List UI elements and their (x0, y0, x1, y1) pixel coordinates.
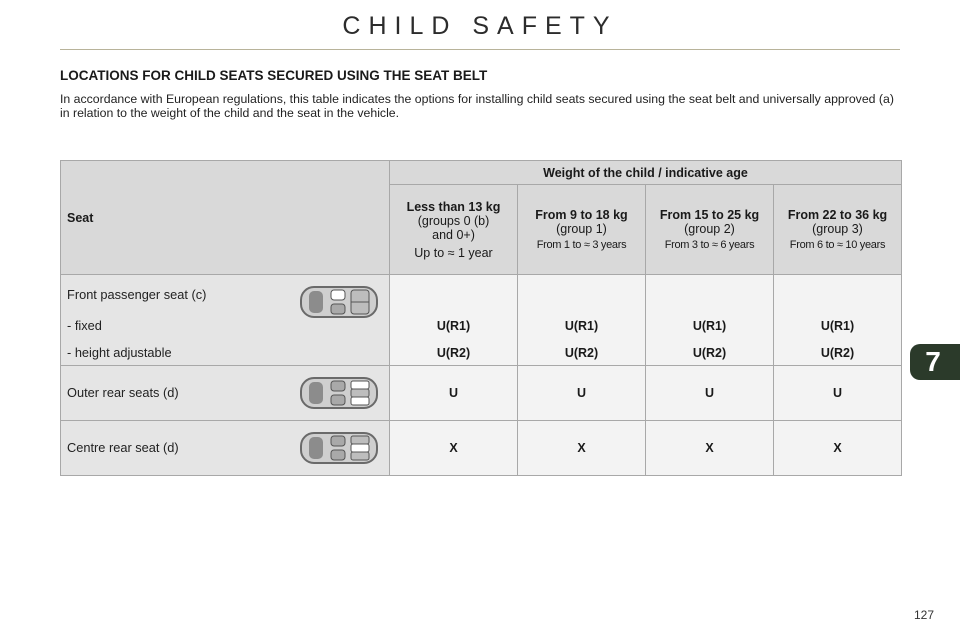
table-header-row (61, 161, 902, 185)
front-fixed-value: U(R1) (436, 318, 471, 333)
outer-rear-label: Outer rear seats (d) (67, 385, 179, 400)
page-number: 127 (914, 608, 935, 622)
front-value-cell (518, 275, 646, 366)
intro-paragraph: In accordance with European regulations, this table indicates the options for installing child seats secured using the seat belt and universally approved (a) in relation to the weight of the child and the seat in the vehicle. (60, 92, 894, 120)
group-label: (group 2) (684, 222, 735, 236)
child-seat-table (60, 160, 902, 476)
group-header-0 (390, 185, 518, 275)
outer-rear-value: U (774, 366, 902, 421)
chapter-tab (910, 344, 960, 380)
title-divider (60, 49, 900, 50)
group-label: (group 3) (812, 222, 863, 236)
front-fixed-value: U(R1) (692, 318, 727, 333)
front-height-value: U(R2) (820, 345, 855, 360)
front-value-cell (390, 275, 518, 366)
front-value-cell (774, 275, 902, 366)
table-row-front (61, 275, 902, 366)
group-label: (group 1) (556, 222, 607, 236)
car-seat-centre-rear-icon (299, 430, 379, 466)
centre-rear-value: X (518, 421, 646, 476)
front-height-value: U(R2) (564, 345, 599, 360)
group-weight: From 15 to 25 kg (659, 208, 760, 222)
front-fixed-value: U(R1) (820, 318, 855, 333)
front-value-cell (646, 275, 774, 366)
group-age: From 3 to ≈ 6 years (664, 239, 755, 251)
chapter-number: 7 (925, 346, 941, 377)
group-header-1 (518, 185, 646, 275)
group-weight: Less than 13 kg (406, 199, 501, 214)
front-fixed-value: U(R1) (564, 318, 599, 333)
table-row-outer-rear (61, 366, 902, 421)
centre-rear-value: X (774, 421, 902, 476)
section-heading: LOCATIONS FOR CHILD SEATS SECURED USING THE SEAT BELT (60, 68, 488, 83)
seat-column-header: Seat (61, 161, 390, 275)
outer-rear-value: U (518, 366, 646, 421)
group-age: Up to ≈ 1 year (414, 245, 493, 260)
front-seat-label: Front passenger seat (c) (67, 287, 207, 302)
car-seat-outer-rear-icon (299, 375, 379, 411)
group-label: (groups 0 (b) and 0+) (417, 213, 490, 242)
group-age: From 6 to ≈ 10 years (789, 239, 886, 251)
outer-rear-value: U (390, 366, 518, 421)
outer-rear-value: U (646, 366, 774, 421)
group-header-2 (646, 185, 774, 275)
front-height-value: U(R2) (436, 345, 471, 360)
centre-rear-label-cell (61, 421, 390, 476)
group-weight: From 9 to 18 kg (535, 208, 628, 222)
front-seat-label-cell (61, 275, 390, 366)
centre-rear-value: X (390, 421, 518, 476)
group-header-3 (774, 185, 902, 275)
front-fixed-label: - fixed (67, 318, 102, 333)
group-weight: From 22 to 36 kg (787, 208, 888, 222)
centre-rear-label: Centre rear seat (d) (67, 440, 179, 455)
page-title: CHILD SAFETY (342, 12, 618, 40)
weight-column-header: Weight of the child / indicative age (390, 161, 902, 185)
outer-rear-label-cell (61, 366, 390, 421)
table-row-centre-rear (61, 421, 902, 476)
front-height-adjustable-label: - height adjustable (67, 345, 172, 360)
car-seat-front-icon (299, 284, 379, 320)
centre-rear-value: X (646, 421, 774, 476)
front-height-value: U(R2) (692, 345, 727, 360)
group-age: From 1 to ≈ 3 years (536, 239, 627, 251)
